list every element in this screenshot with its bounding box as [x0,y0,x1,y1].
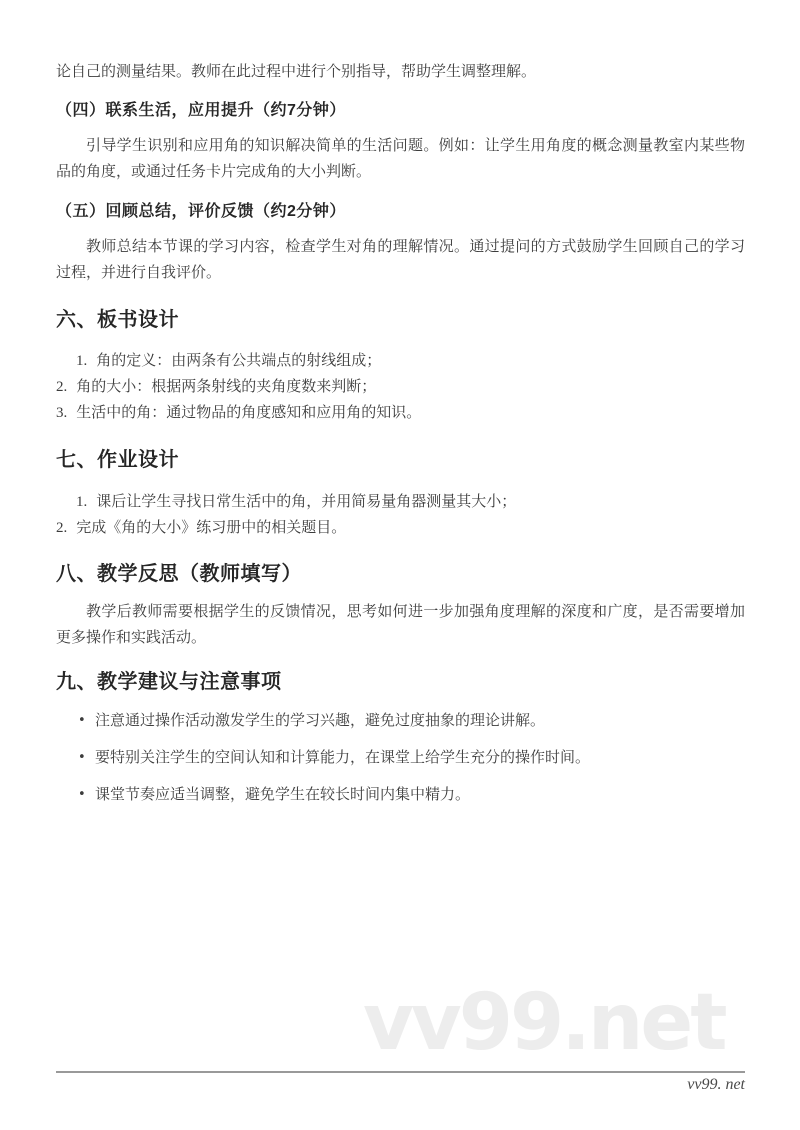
list-item [56,374,745,400]
bullet-icon: • [78,750,86,765]
bullet-icon: • [78,787,86,802]
list-item-number: 1. [76,353,88,369]
continuation-paragraph: 论自己的测量结果。教师在此过程中进行个别指导，帮助学生调整理解。 [56,64,537,80]
list-item-number: 1. [76,494,88,510]
section6-heading: 六、板书设计 [56,309,179,331]
list-item-text: 完成《角的大小》练习册中的相关题目。 [76,520,347,536]
list-item-number: 3. [56,405,68,421]
section5-heading: （五）回顾总结，评价反馈（约2分钟） [56,203,346,220]
list-item [56,782,745,808]
section7-numbered-list [56,489,745,541]
list-item-text: 课后让学生寻找日常生活中的角，并用简易量角器测量其大小； [96,494,517,510]
list-item [56,489,745,515]
list-item [56,708,745,734]
section9-heading: 九、教学建议与注意事项 [56,671,282,693]
list-item-number: 2. [56,520,68,536]
section8-heading: 八、教学反思（教师填写） [56,563,302,585]
footer-divider [56,1071,745,1073]
list-item-text: 生活中的角：通过物品的角度感知和应用角的知识。 [76,405,422,421]
list-item-text: 课堂节奏应适当调整，避免学生在较长时间内集中精力。 [95,787,471,803]
bullet-icon: • [78,713,86,728]
section6-numbered-list [56,348,745,426]
list-item-text: 角的定义：由两条有公共端点的射线组成； [96,353,382,369]
list-item-number: 2. [56,379,68,395]
section4-heading: （四）联系生活，应用提升（约7分钟） [56,102,346,119]
list-item [56,515,745,541]
section5-paragraph: 教师总结本节课的学习内容，检查学生对角的理解情况。通过提问的方式鼓励学生回顾自己的学习过程，并进行自我评价。 [56,239,745,281]
document-content [56,0,745,819]
section9-bullet-list [56,708,745,808]
list-item-text: 注意通过操作活动激发学生的学习兴趣，避免过度抽象的理论讲解。 [95,713,546,729]
list-item [56,348,745,374]
list-item-text: 角的大小：根据两条射线的夹角度数来判断； [76,379,377,395]
section8-paragraph: 教学后教师需要根据学生的反馈情况，思考如何进一步加强角度理解的深度和广度，是否需要增加更多操作和实践活动。 [56,604,745,646]
footer-site-label: vv99. net [687,1076,745,1093]
list-item [56,400,745,426]
watermark-text: vv99.net [363,978,725,1068]
list-item [56,745,745,771]
section4-paragraph: 引导学生识别和应用角的知识解决简单的生活问题。例如：让学生用角度的概念测量教室内某些物品的角度，或通过任务卡片完成角的大小判断。 [56,138,745,180]
list-item-text: 要特别关注学生的空间认知和计算能力，在课堂上给学生充分的操作时间。 [95,750,591,766]
section7-heading: 七、作业设计 [56,449,179,471]
